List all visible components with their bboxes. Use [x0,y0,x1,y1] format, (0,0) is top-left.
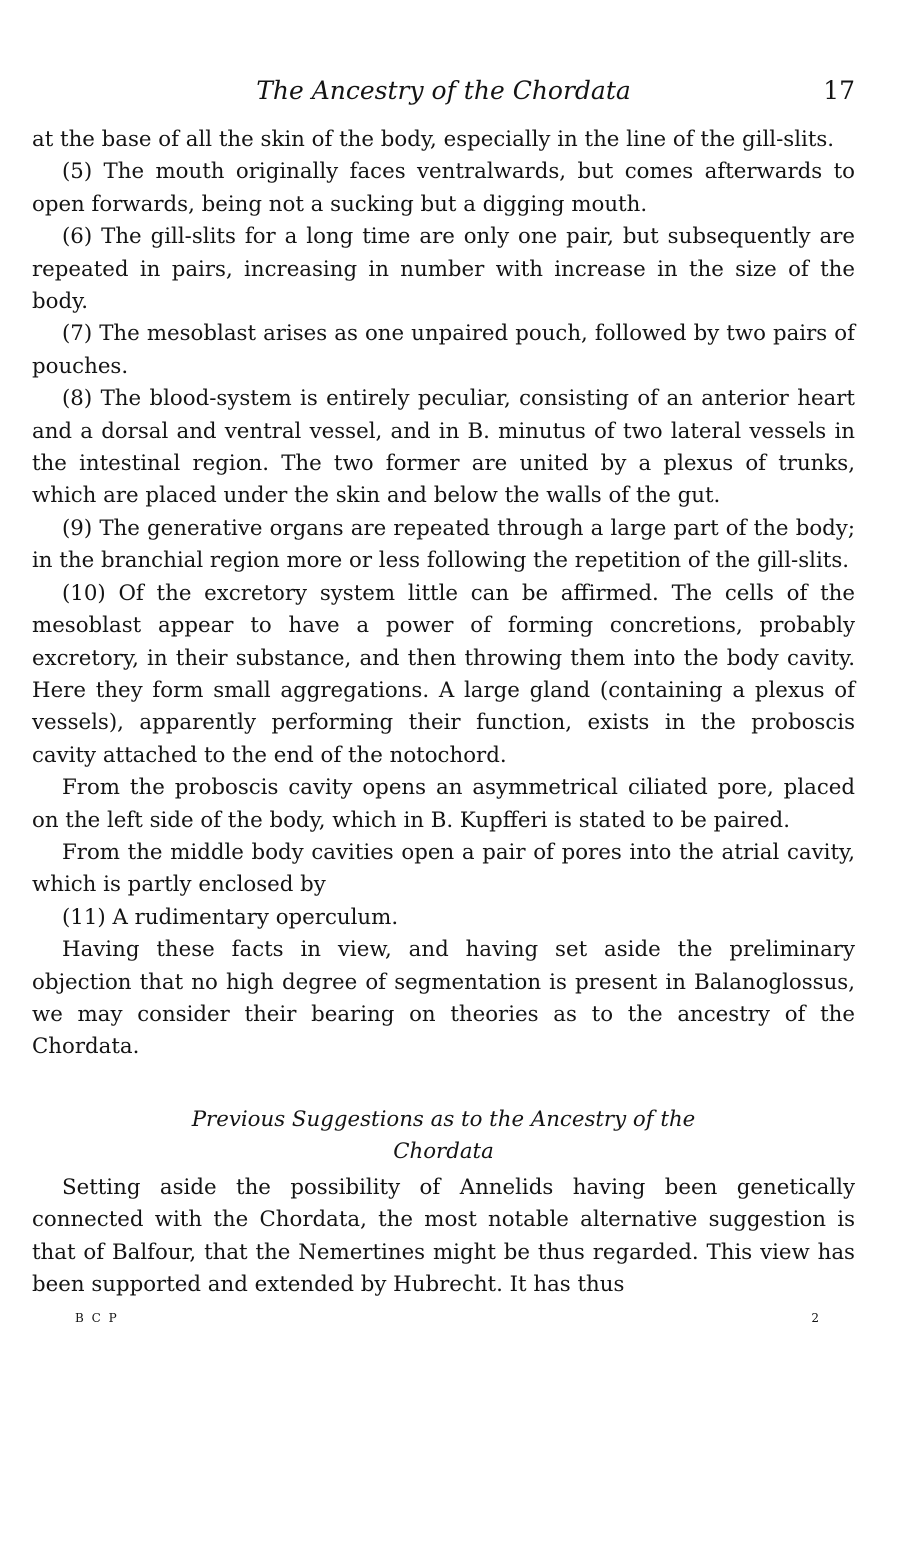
signature-mark: B C P [75,1311,119,1326]
body-text [32,124,855,1301]
paragraph: (7) The mesoblast arises as one unpaired pouch, followed by two pairs of pouches. [32,321,855,379]
section-heading-line: Chordata [393,1138,494,1164]
paragraph: (6) The gill-slits for a long time are only one pair, but subsequently are repeated in pairs, increasing in number with increase in the size of the body. [32,224,855,315]
running-head [32,70,855,112]
page-footer [32,1311,855,1335]
paragraph: Having these facts in view, and having set aside the preliminary objection that no high degree of segmentation is present in Balanoglossus, we may consider their bearing on theories as to the ancestry of the Chordata. [32,937,855,1060]
paragraph: From the proboscis cavity opens an asymmetrical ciliated pore, placed on the left side of the body, which in B. Kupfferi is stated to be paired. [32,775,855,833]
section-heading-line: Previous Suggestions as to the Ancestry of the [191,1106,696,1132]
paragraph: (5) The mouth originally faces ventralwards, but comes afterwards to open forwards, being not a sucking but a digging mouth. [32,159,855,217]
page-number: 17 [823,76,855,105]
gathering-number: 2 [811,1311,821,1326]
paragraph: Setting aside the possibility of Annelids having been genetically connected with the Chordata, the most notable alternative suggestion is that of Balfour, that the Nemertines might be thus regarded. This view has been supported and extended by Hubrecht. It has thus [32,1174,855,1297]
paragraph: (8) The blood-system is entirely peculiar, consisting of an anterior heart and a dorsal and ventral vessel, and in B. minutus of two lateral vessels in the intestinal region. The two former are united by a plexus of trunks, which are placed under the skin and below the walls of the gut. [32,386,855,509]
section-heading [32,1104,855,1168]
paragraph: (11) A rudimentary operculum. [62,904,399,930]
book-page [32,70,855,1335]
paragraph: (9) The generative organs are repeated through a large part of the body; in the branchial region more or less following the repetition of the gill-slits. [32,515,855,574]
running-title: The Ancestry of the Chordata [256,76,631,105]
paragraph: (10) Of the excretory system little can be affirmed. The cells of the mesoblast appear to have a power of forming concretions, probably excretory, in their substance, and then throwing them into the body cavity. Here they form small aggregations. A large gland (containing a plexus of vessels), apparently performing their function, exists in the proboscis cavity attached to the end of the notochord. [32,580,855,768]
paragraph: From the middle body cavities open a pair of pores into the atrial cavity, which is partly enclosed by [32,839,855,898]
paragraph: at the base of all the skin of the body, especially in the line of the gill-slits. [32,127,835,152]
